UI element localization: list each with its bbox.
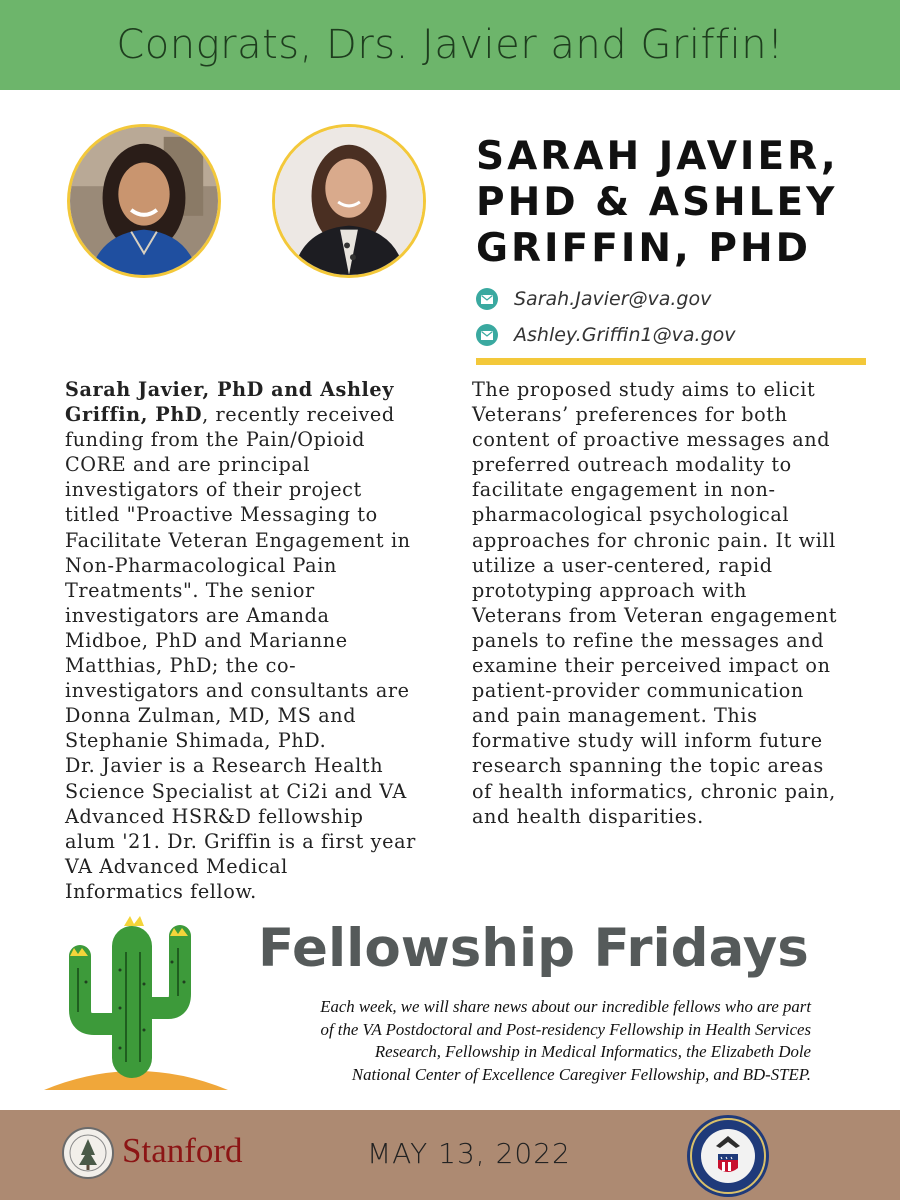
article-left-column bbox=[65, 377, 445, 904]
bold-names: Sarah Javier, PhD and Ashley bbox=[65, 378, 394, 401]
va-seal-logo bbox=[686, 1114, 770, 1198]
accent-divider bbox=[476, 358, 866, 365]
series-description bbox=[235, 996, 811, 1086]
article-line: Advanced HSR&D fellowship bbox=[65, 804, 364, 828]
description-line: Research, Fellowship in Medical Informatics, the Elizabeth Dole bbox=[374, 1042, 811, 1061]
description-line: Each week, we will share news about our incredible fellows who are part bbox=[320, 997, 811, 1016]
contact-email-ashley[interactable] bbox=[476, 322, 736, 348]
article-line: Midboe, PhD and Marianne bbox=[65, 628, 348, 652]
description-line: National Center of Excellence Caregiver Fellowship, and BD-STEP. bbox=[351, 1064, 811, 1084]
article-line: Stephanie Shimada, PhD. bbox=[65, 729, 327, 753]
mail-icon bbox=[476, 324, 498, 346]
article-line: research spanning the topic areas bbox=[472, 754, 824, 778]
stanford-wordmark: Stanford bbox=[122, 1131, 243, 1170]
article-line: patient-provider communication bbox=[472, 679, 804, 703]
article-line: investigators and consultants are bbox=[65, 679, 410, 703]
article-line: pharmacological psychological bbox=[472, 503, 790, 527]
article-line: Dr. Javier is a Research Health bbox=[65, 754, 384, 778]
article-line: prototyping approach with bbox=[472, 578, 747, 602]
name-line: PHD & ASHLEY bbox=[476, 180, 838, 225]
page-title: Congrats, Drs. Javier and Griffin! bbox=[116, 22, 784, 68]
article-line: Non-Pharmacological Pain bbox=[65, 553, 337, 577]
mail-icon bbox=[476, 288, 498, 310]
bold-names: Griffin, PhD bbox=[65, 403, 203, 427]
portrait-photo-sarah-javier bbox=[67, 124, 221, 278]
article-line: preferred outreach modality to bbox=[472, 453, 792, 477]
portrait-photo-ashley-griffin bbox=[272, 124, 426, 278]
email-address[interactable]: Sarah.Javier@va.gov bbox=[514, 288, 712, 310]
article-line: facilitate engagement in non- bbox=[472, 478, 776, 502]
article-line: Treatments". The senior bbox=[65, 578, 315, 602]
article-line: Matthias, PhD; the co- bbox=[65, 654, 297, 678]
article-line: Informatics fellow. bbox=[65, 879, 257, 903]
email-address[interactable]: Ashley.Griffin1@va.gov bbox=[514, 324, 736, 346]
article-right-column bbox=[472, 377, 882, 829]
article-line: and health disparities. bbox=[472, 804, 704, 828]
name-line: GRIFFIN, PHD bbox=[476, 226, 811, 271]
name-line: SARAH JAVIER, bbox=[476, 134, 839, 179]
series-title: Fellowship Fridays bbox=[258, 918, 809, 979]
publication-date: MAY 13, 2022 bbox=[367, 1137, 571, 1170]
article-line: content of proactive messages and bbox=[472, 428, 831, 452]
article-line: panels to refine the messages and bbox=[472, 628, 825, 652]
article-line: investigators of their project bbox=[65, 478, 362, 502]
article-text: , recently received bbox=[202, 403, 395, 427]
article-line: Facilitate Veteran Engagement in bbox=[65, 528, 411, 552]
article-line: examine their perceived impact on bbox=[472, 654, 831, 678]
article-line: Veterans from Veteran engagement bbox=[472, 603, 838, 627]
article-line: Donna Zulman, MD, MS and bbox=[65, 704, 357, 728]
article-line: funding from the Pain/Opioid bbox=[65, 428, 365, 452]
article-line: VA Advanced Medical bbox=[65, 854, 288, 878]
article-line: CORE and are principal bbox=[65, 453, 311, 477]
article-line: Science Specialist at Ci2i and VA bbox=[65, 779, 407, 803]
footer-bar bbox=[0, 1110, 900, 1200]
article-line: alum '21. Dr. Griffin is a first year bbox=[65, 829, 416, 853]
description-line: of the VA Postdoctoral and Post-residency Fellowship in Health Services bbox=[320, 1019, 811, 1039]
article-line: formative study will inform future bbox=[472, 729, 823, 753]
article-line: Veterans’ preferences for both bbox=[472, 403, 788, 427]
top-banner bbox=[0, 0, 900, 90]
contact-email-sarah[interactable] bbox=[476, 286, 711, 312]
article-line: titled "Proactive Messaging to bbox=[65, 503, 378, 527]
cactus-illustration bbox=[44, 912, 228, 1092]
article-line: and pain management. This bbox=[472, 704, 758, 728]
stanford-seal-logo bbox=[62, 1127, 114, 1179]
article-line: of health informatics, chronic pain, bbox=[472, 779, 836, 803]
article-line: utilize a user-centered, rapid bbox=[472, 553, 773, 577]
article-line: The proposed study aims to elicit bbox=[472, 378, 816, 401]
article-line: investigators are Amanda bbox=[65, 603, 330, 627]
article-line: approaches for chronic pain. It will bbox=[472, 528, 836, 552]
fellows-names-heading bbox=[476, 134, 886, 272]
